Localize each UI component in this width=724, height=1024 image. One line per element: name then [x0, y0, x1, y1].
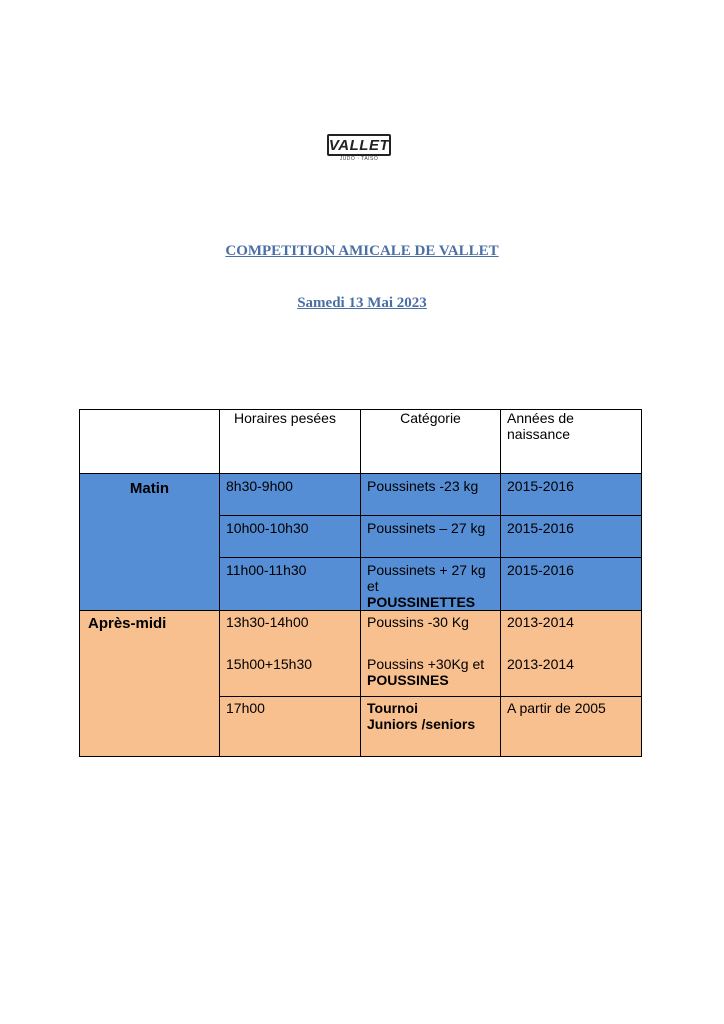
cell-years: 2015-2016	[501, 558, 642, 611]
category-text: Poussins +30Kg et	[367, 655, 485, 672]
event-date: Samedi 13 Mai 2023	[297, 295, 427, 311]
cell-category: Poussins -30 Kg	[361, 611, 501, 653]
cell-category: Poussinets -23 kg	[361, 474, 501, 516]
category-bold-text: Tournoi	[367, 700, 419, 716]
category-bold-text: POUSSINETTES	[367, 594, 476, 610]
table-row	[80, 611, 642, 653]
category-text: Poussinets + 27 kg et	[367, 562, 486, 594]
logo-subtitle: JUDO · TAISO	[339, 156, 379, 162]
category-bold-text: POUSSINES	[367, 671, 449, 688]
logo-wordmark: VALLET	[327, 134, 391, 156]
page-title: COMPETITION AMICALE DE VALLET	[225, 243, 499, 259]
cell-time: 15h00+15h30	[220, 653, 361, 697]
table-header-row	[80, 410, 642, 474]
cell-category	[361, 558, 501, 611]
table-row	[80, 474, 642, 516]
cell-years: 2013-2014	[501, 653, 642, 697]
cell-category	[361, 697, 501, 757]
cell-years: A partir de 2005	[501, 697, 642, 757]
cell-time: 13h30-14h00	[220, 611, 361, 653]
header-categorie: Catégorie	[361, 410, 501, 474]
club-logo	[327, 134, 395, 164]
cell-years: 2015-2016	[501, 474, 642, 516]
period-matin: Matin	[80, 474, 220, 611]
header-horaires: Horaires pesées	[220, 410, 361, 474]
cell-category: Poussinets – 27 kg	[361, 516, 501, 558]
cell-time: 8h30-9h00	[220, 474, 361, 516]
cell-time: 10h00-10h30	[220, 516, 361, 558]
cell-time: 17h00	[220, 697, 361, 757]
header-annees: Années de naissance	[501, 410, 642, 474]
header-empty	[80, 410, 220, 474]
period-apres-midi: Après-midi	[80, 611, 220, 757]
cell-years: 2015-2016	[501, 516, 642, 558]
cell-years: 2013-2014	[501, 611, 642, 653]
cell-time: 11h00-11h30	[220, 558, 361, 611]
schedule-table	[79, 409, 642, 757]
category-bold-text-2: Juniors /seniors	[367, 716, 476, 732]
cell-category	[361, 653, 501, 697]
